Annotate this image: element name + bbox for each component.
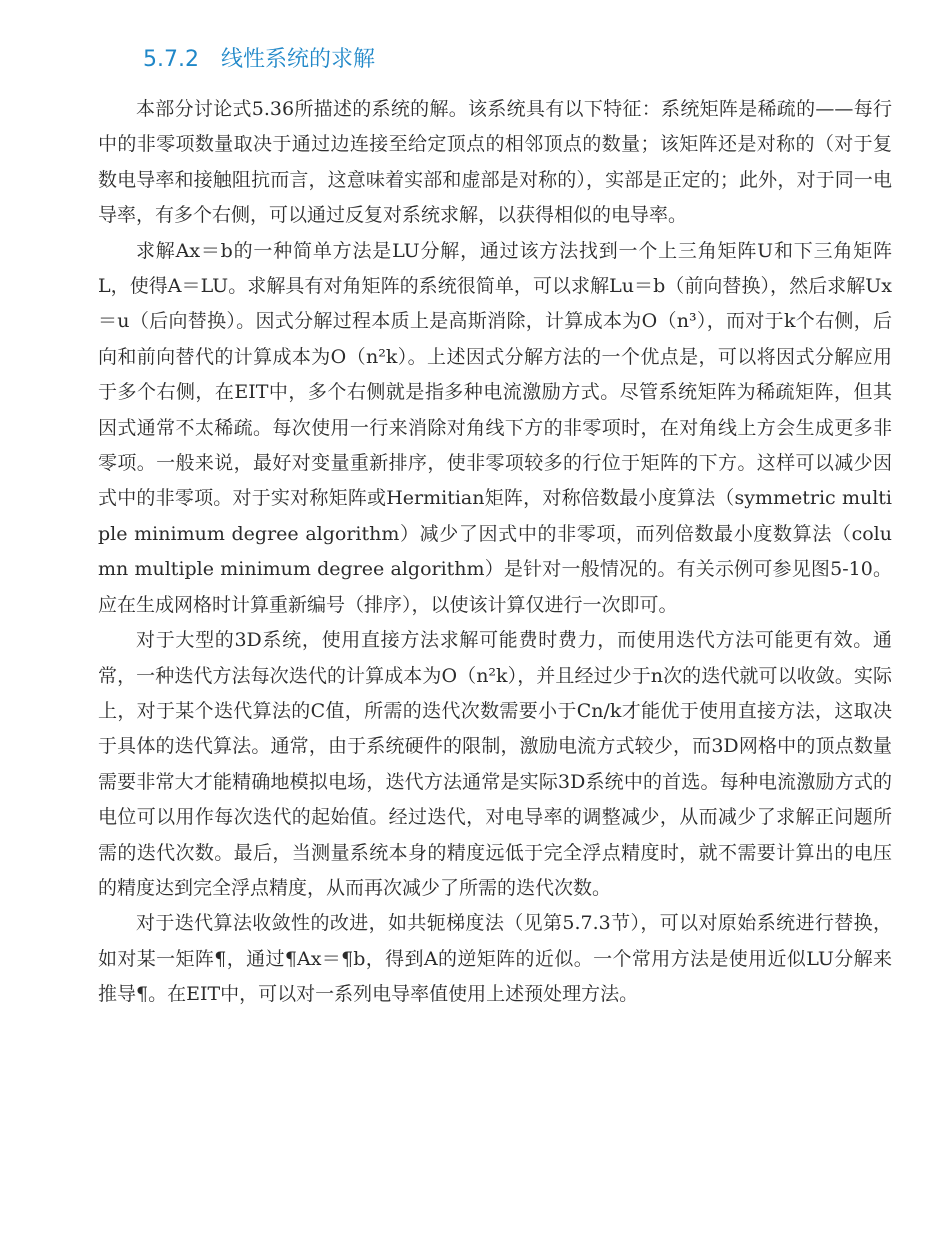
section-title: 线性系统的求解 (220, 47, 375, 72)
paragraph-3: 对于大型的3D系统，使用直接方法求解可能费时费力，而使用迭代方法可能更有效。通常，一种迭代方法每次迭代的计算成本为O（n²k），并且经过少于n次的迭代就可以收敛。实际上，对于某个迭代算法的C值，所需的迭代次数需要小于Cn/k才能优于使用直接方法，这取决于具体的迭代算法。通常，由于系统硬件的限制，激励电流方式较少，而3D网格中的顶点数量需要非常大才能精确地模拟电场，迭代方法通常是实际3D系统中的首选。每种电流激励方式的电位可以用作每次迭代的起始值。经过迭代，对电导率的调整减少，从而减少了求解正问题所需的迭代次数。最后，当测量系统本身的精度远低于完全浮点精度时，就不需要计算出的电压的精度达到完全浮点精度，从而再次减少了所需的迭代次数。 (98, 629, 892, 899)
section-heading (143, 44, 375, 76)
paragraph-4: 对于迭代算法收敛性的改进，如共轭梯度法（见第5.7.3节），可以对原始系统进行替换，如对某一矩阵¶，通过¶Ax＝¶b，得到A的逆矩阵的近似。一个常用方法是使用近似LU分解来推导¶。在EIT中，可以对一系列电导率值使用上述预处理方法。 (98, 912, 892, 1006)
paragraph-2: 求解Ax＝b的一种简单方法是LU分解，通过该方法找到一个上三角矩阵U和下三角矩阵L，使得A＝LU。求解具有对角矩阵的系统很简单，可以求解Lu＝b（前向替换），然后求解Ux＝u（后向替换）。因式分解过程本质上是高斯消除，计算成本为O（n³），而对于k个右侧，后向和前向替代的计算成本为O（n²k）。上述因式分解方法的一个优点是，可以将因式分解应用于多个右侧，在EIT中，多个右侧就是指多种电流激励方式。尽管系统矩阵为稀疏矩阵，但其因式通常不太稀疏。每次使用一行来消除对角线下方的非零项时，在对角线上方会生成更多非零项。一般来说，最好对变量重新排序，使非零项较多的行位于矩阵的下方。这样可以减少因式中的非零项。对于实对称矩阵或Hermitian矩阵，对称倍数最小度算法（symmetric multiple minimum degree algorithm）减少了因式中的非零项，而列倍数最小度数算法（column multiple minimum degree algorithm）是针对一般情况的。有关示例可参见图5-10。应在生成网格时计算重新编号（排序），以使该计算仅进行一次即可。 (98, 239, 892, 616)
section-number: 5.7.2 (143, 47, 199, 72)
paragraph-1: 本部分讨论式5.36所描述的系统的解。该系统具有以下特征：系统矩阵是稀疏的——每行中的非零项数量取决于通过边连接至给定顶点的相邻顶点的数量；该矩阵还是对称的（对于复数电导率和接触阻抗而言，这意味着实部和虚部是对称的），实部是正定的；此外，对于同一电导率，有多个右侧，可以通过反复对系统求解，以获得相似的电导率。 (98, 98, 892, 227)
body-text (98, 92, 892, 1013)
